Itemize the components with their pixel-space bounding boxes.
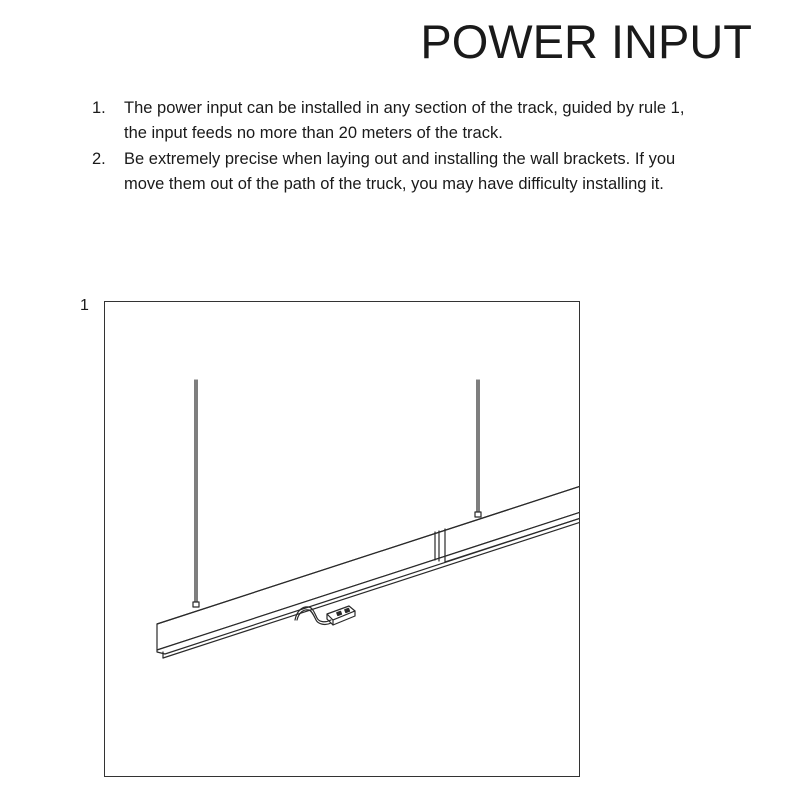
suspension-cable-left <box>193 380 199 607</box>
step-number: 1. <box>92 99 106 117</box>
instruction-list <box>90 96 770 198</box>
step-text-line: Be extremely precise when laying out and installing the wall brackets. If you <box>124 150 676 168</box>
instruction-step-2 <box>90 147 770 197</box>
step-text-line: move them out of the path of the truck, you may have difficulty installing it. <box>124 175 664 193</box>
figure-frame <box>104 301 580 777</box>
instruction-step-1 <box>90 96 770 146</box>
page-title: POWER INPUT <box>420 15 752 68</box>
figure-number: 1 <box>80 297 89 314</box>
suspended-track-with-power-input-icon <box>105 302 579 776</box>
power-input-connector <box>327 606 355 625</box>
step-text-line: the input feeds no more than 20 meters of the track. <box>124 124 503 142</box>
track-front-face <box>157 486 579 650</box>
step-text-line: The power input can be installed in any section of the track, guided by rule 1, <box>124 99 685 117</box>
step-number: 2. <box>92 150 106 168</box>
suspension-cable-right <box>475 380 481 517</box>
track-bottom-flange <box>157 512 579 654</box>
